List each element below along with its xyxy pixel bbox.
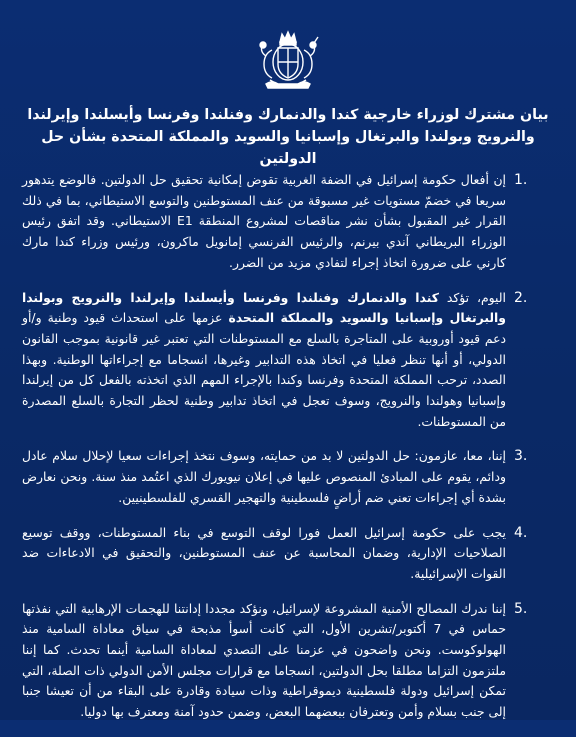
statement-items (22, 170, 560, 737)
item-text: إننا، معا، عازمون: حل الدولتين لا بد من حمايته، وسوف نتخذ إجراءات سعيا لإحلال سلام عادل ودائم، يقوم على المبادئ المنصوص عليها في إعلان نيويورك الذي اعتُمد منذ سنة. ونحن نعارض بشدة أي إجراءات تعني ضم أراضٍ فلسطينية والتهجير القسري للفلسطينيين. (22, 448, 506, 505)
item-text: يجب على حكومة إسرائيل العمل فورا لوقف التوسع في بناء المستوطنات، ووقف توسيع الصلاحيات الإدارية، وضمان المحاسبة عن عنف المستوطنين، والتحقيق في الادعاءات ضد القوات الإسرائيلية. (22, 524, 506, 581)
item-number: 4. (514, 524, 528, 541)
item-rest: عزمها على استحداث قيود وطنية و/أو دعم قيود أوروبية على المتاجرة بالسلع مع المستوطنات التي تعتبر غير قانونية بموجب القانون الدولي، أو أنها تنظر فعليا في اتخاذ هذه التدابير وغيرها، انسجاما مع إجراءاتها الوطنية. وبهذا الصدد، ترحب المملكة المتحدة وفرنسا وكندا بالإجراء المهم الذي اتخذته بالفعل كل من إيرلندا وإسبانيا وهولندا والنرويج، وسوف تعجل في اتخاذ تدابير وطنية لحظر التجارة بالسلع المصدرة من المستوطنات. (22, 310, 506, 429)
item-text: إن أفعال حكومة إسرائيل في الضفة الغربية تقوض إمكانية تحقيق حل الدولتين. فالوضع يتدهور سريعا في خضمّ مستويات غير مسبوقة من عنف المستوطنين والتوسع الاستيطاني، بما في ذلك القرار غير المقبول بشأن نشر مناقصات لمشروع المنطقة E1 الاستيطاني. وقد اتفق رئيس الوزراء البريطاني آندي بيرنم، والرئيس الفرنسي إمانويل ماكرون، ورئيس وزراء كندا مارك كارني على ضرورة اتخاذ إجراء لتفادي مزيد من الضرر. (22, 172, 506, 270)
item-text: إننا ندرك المصالح الأمنية المشروعة لإسرائيل، ونؤكد مجددا إدانتنا للهجمات الإرهابية التي نفذتها حماس في 7 أكتوبر/تشرين الأول، التي كانت أسوأ مذبحة في سياق معاداة السامية منذ الهولوكوست. ونحن واضحون في عزمنا على التصدي لمعاداة السامية أينما تحدث. كما إننا ملتزمون التزاما مطلقا بحل الدولتين، انسجاما مع قرارات مجلس الأمن الدولي ذات الصلة، التي تمكن إسرائيل ودولة فلسطينية ديموقراطية وذات سيادة وقادرة على البقاء من أن تعيشا جنبا إلى جنب بسلام وأمن وتعترفان ببعضهما البعض، وضمن حدود آمنة ومعترف بها دوليا. (22, 600, 507, 720)
list-item (22, 288, 560, 433)
countries-list: كندا والدنمارك وفنلندا وفرنسا وأيسلندا وإيرلندا والنرويج وبولندا والبرتغال وإسبانيا والسويد والمملكة المتحدة (22, 289, 506, 326)
list-item (22, 523, 560, 585)
item-lead: اليوم، تؤكد (446, 289, 506, 305)
item-number: 1. (514, 172, 528, 188)
royal-coat-of-arms-icon (252, 28, 324, 94)
list-item (22, 170, 560, 274)
item-number: 5. (514, 600, 528, 617)
item-text (22, 288, 506, 433)
item-number: 2. (514, 289, 528, 306)
list-item (22, 446, 560, 508)
list-item (22, 599, 560, 723)
statement-title: بيان مشترك لوزراء خارجية كندا والدنمارك وفنلندا وفرنسا وأيسلندا وإيرلندا والنرويج وبولندا والبرتغال وإسبانيا والسويد والمملكة المتحدة بشأن حل الدولتين (27, 107, 549, 167)
item-number: 3. (514, 448, 528, 465)
